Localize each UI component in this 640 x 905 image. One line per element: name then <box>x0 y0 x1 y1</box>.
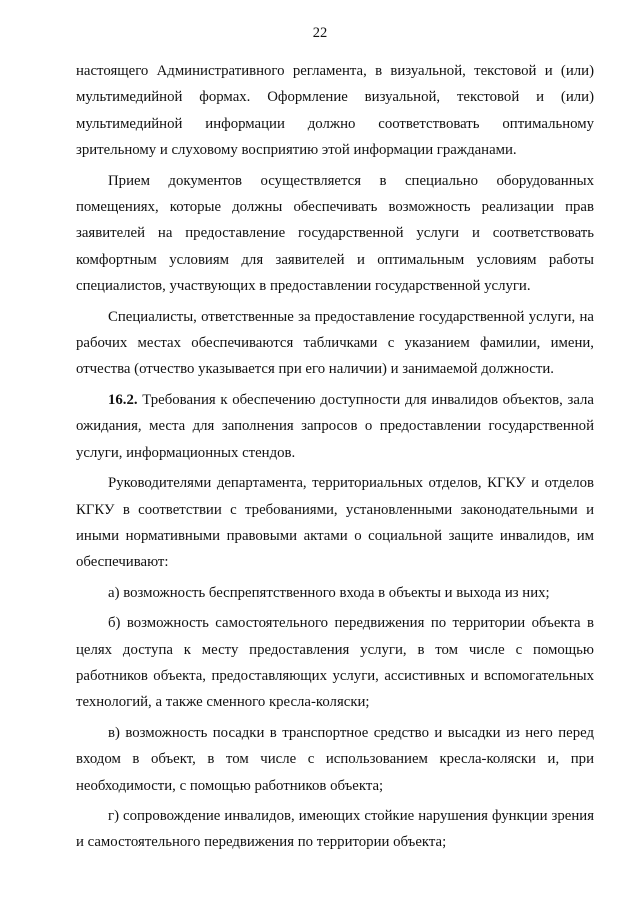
paragraph-section-16-2 <box>76 387 594 466</box>
paragraph-document-reception: Прием документов осуществляется в специально оборудованных помещениях, которые должны обеспечивать возможность реализации прав заявителей на предоставление государственной услуги и соответствовать комфортным условиям для заявителей и оптимальным условиям работы специалистов, участвующих в предоставлении государственной услуги. <box>76 172 594 295</box>
document-body <box>76 58 594 860</box>
list-item-b: б) возможность самостоятельного передвижения по территории объекта в целях доступа к месту предоставления услуги, в том числе с помощью работников объекта, предоставляющих услуги, ассистивных и вспомогательных технологий, а также сменного кресла-коляски; <box>76 615 594 711</box>
list-item-v: в) возможность посадки в транспортное средство и высадки из него перед входом в объект, в том числе с использованием кресла-коляски и, при необходимости, с помощью работников объекта; <box>76 724 594 794</box>
page-number: 22 <box>312 25 328 41</box>
section-number: 16.2. <box>108 391 138 408</box>
paragraph-continuation: настоящего Административного регламента, в визуальной, текстовой и (или) мультимедийной формах. Оформление визуальной, текстовой и (или) мультимедийной информации должно соответствовать оптимальному зрительному и слуховому восприятию этой информации гражданами. <box>76 63 594 159</box>
list-item-a: а) возможность беспрепятственного входа в объекты и выхода из них; <box>108 584 550 601</box>
paragraph-specialists: Специалисты, ответственные за предоставление государственной услуги, на рабочих местах обеспечиваются табличками с указанием фамилии, имени, отчества (отчество указывается при его наличии) и занимаемой должности. <box>76 308 594 378</box>
list-item-g: г) сопровождение инвалидов, имеющих стойкие нарушения функции зрения и самостоятельного передвижения по территории объекта; <box>76 807 594 851</box>
section-title-text: Требования к обеспечению доступности для инвалидов объектов, зала ожидания, места для заполнения запросов о предоставлении государственной услуги, информационных стендов. <box>76 391 594 461</box>
paragraph-managers: Руководителями департамента, территориальных отделов, КГКУ и отделов КГКУ в соответствии с требованиями, установленными законодательными и иными нормативными правовыми актами о социальной защите инвалидов, им обеспечивают: <box>76 475 594 571</box>
